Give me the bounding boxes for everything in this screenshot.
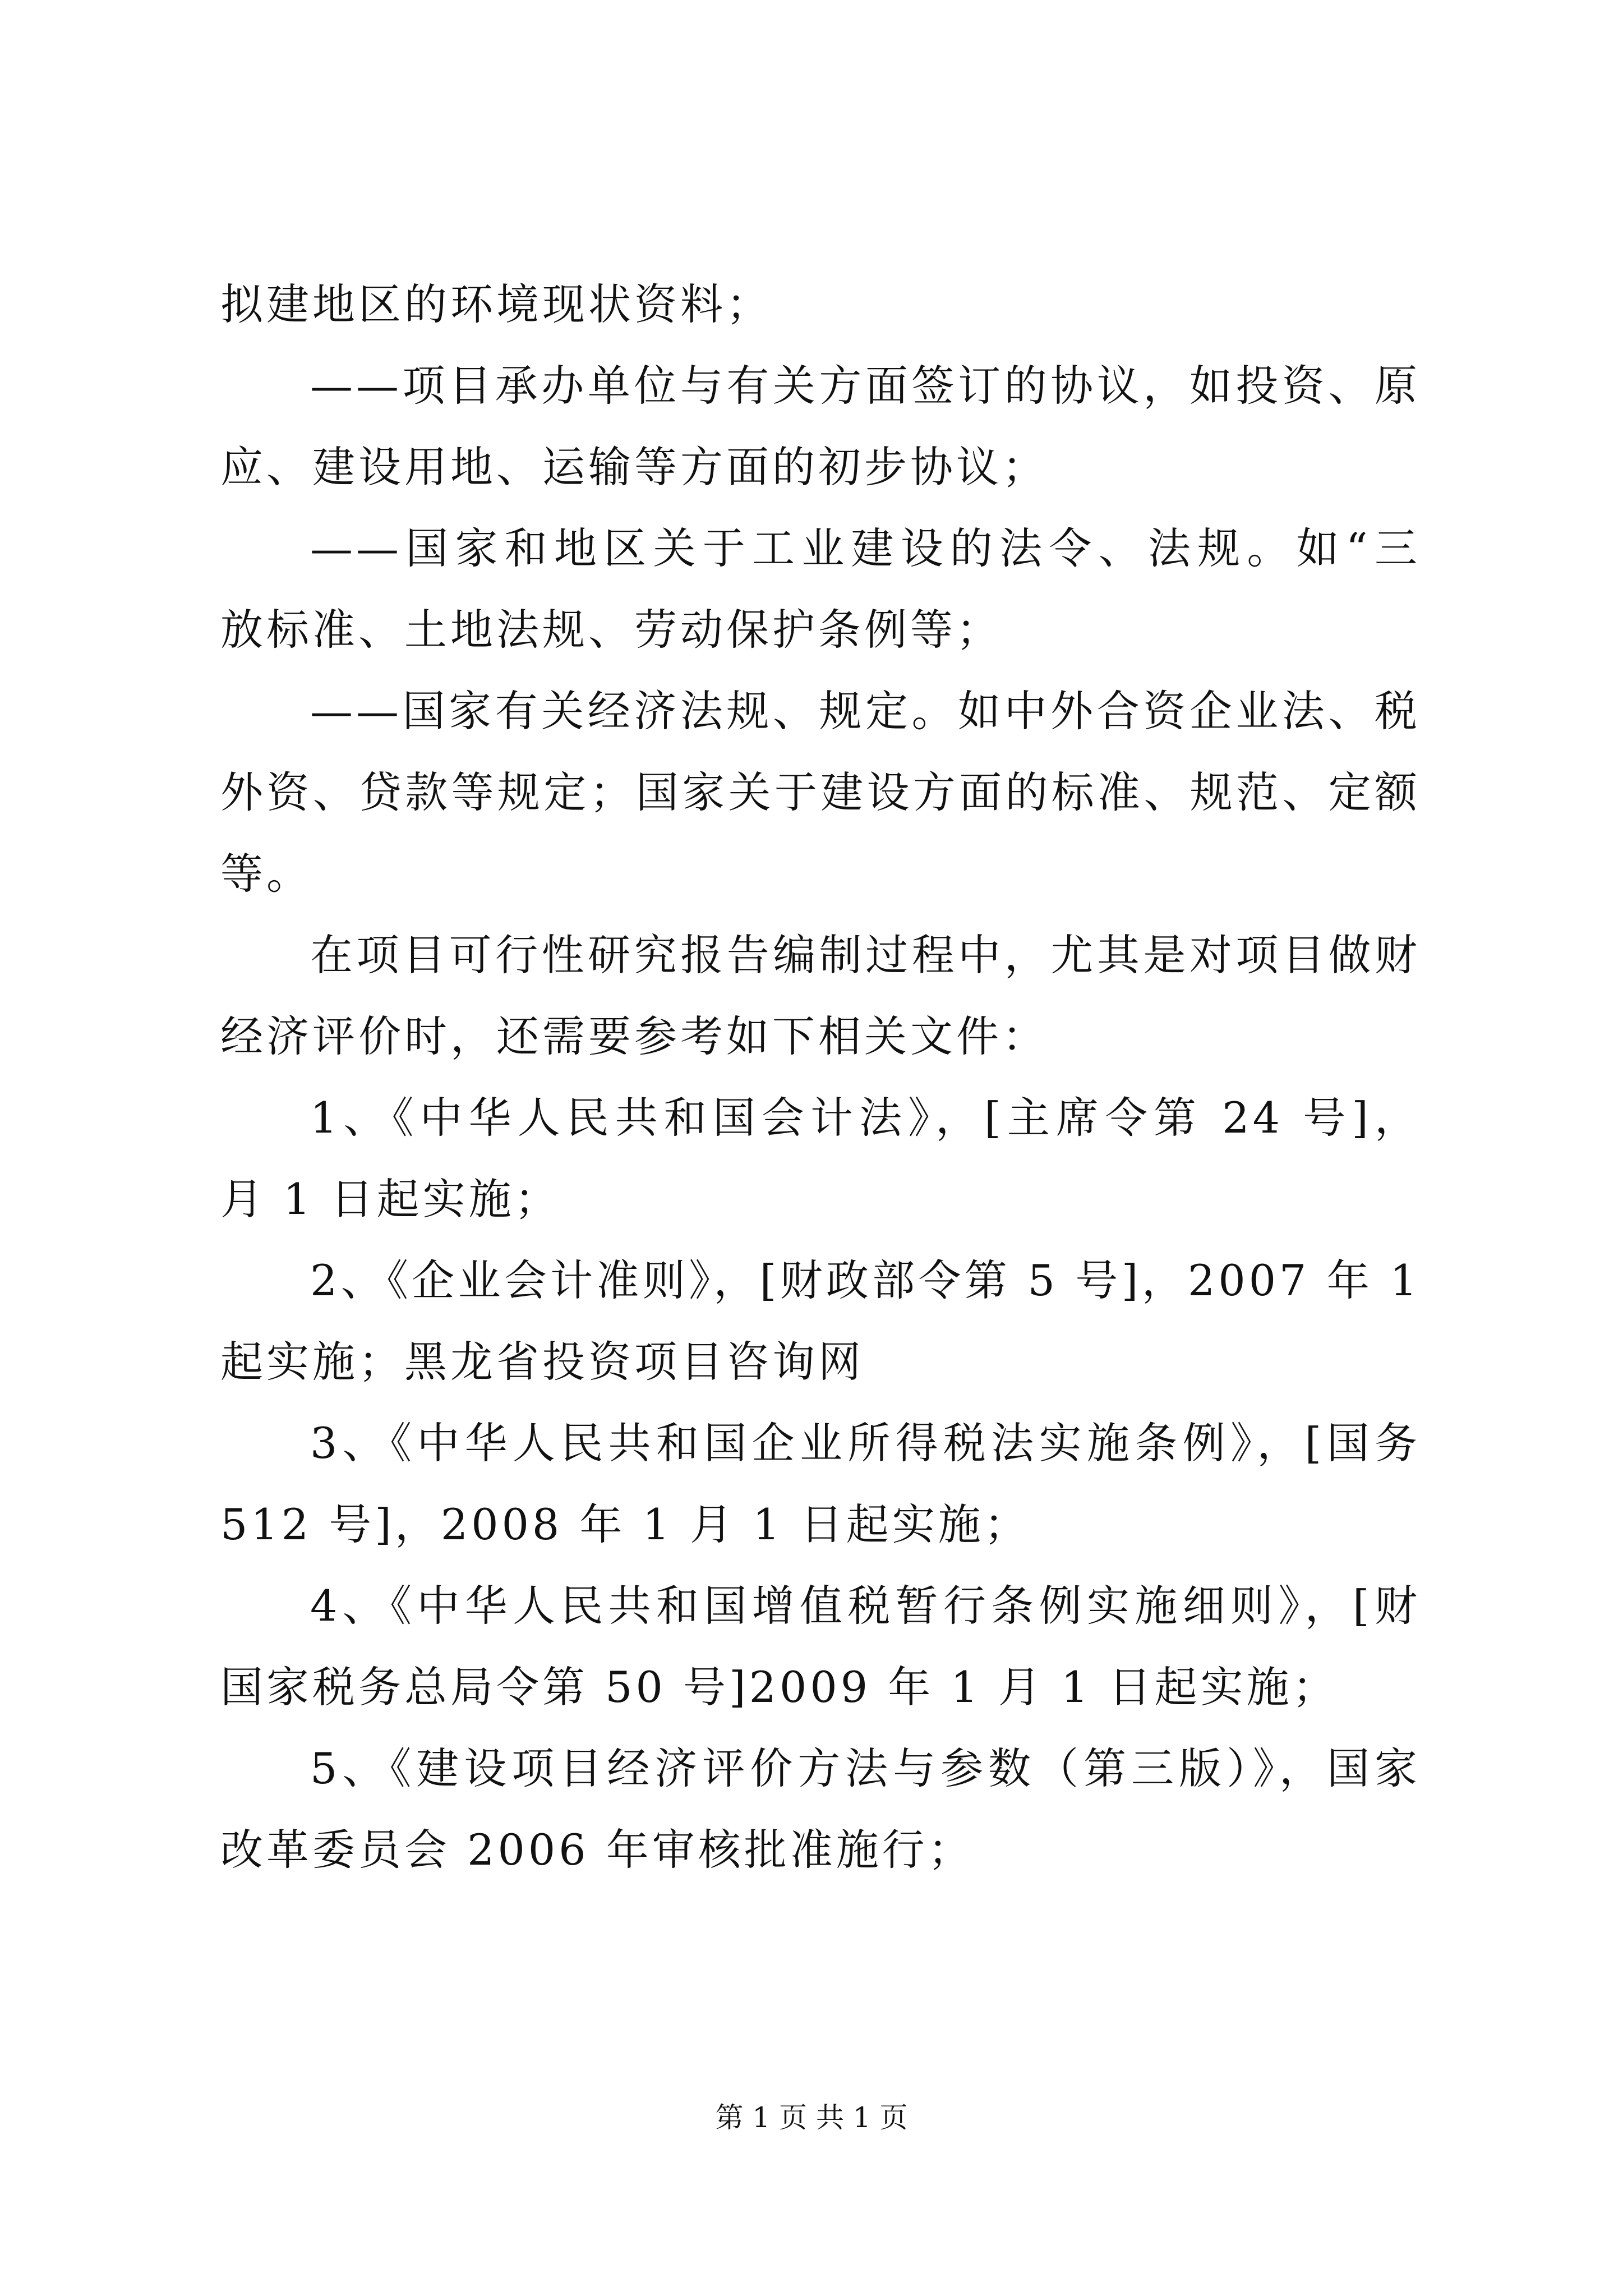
paragraph-line: 拟建地区的环境现状资料； (220, 279, 772, 329)
paragraph-line: 经济评价时，还需要参考如下相关文件： (220, 1011, 1048, 1061)
paragraph-line: ——国家和地区关于工业建设的法令、法规。如“三 (310, 523, 1421, 573)
page-footer: 第 1 页 共 1 页 (715, 2101, 908, 2134)
paragraph-line: ——项目承办单位与有关方面签订的协议，如投资、原 (310, 361, 1421, 411)
paragraph-line: 5、《建设项目经济评价方法与参数（第三版）》，国家 (310, 1743, 1421, 1793)
paragraph-line: 等。 (220, 849, 312, 899)
paragraph-line: 4、《中华人民共和国增值税暂行条例实施细则》，[财 (310, 1581, 1421, 1631)
paragraph-line: 3、《中华人民共和国企业所得税法实施条例》，[国务 (310, 1418, 1421, 1468)
paragraph-line: 起实施；黑龙省投资项目咨询网 (220, 1337, 864, 1387)
paragraph-line: 2、《企业会计准则》，[财政部令第 5 号]，2007 年 1 (310, 1255, 1421, 1305)
document-body (220, 264, 1421, 1890)
paragraph-line: 应、建设用地、运输等方面的初步协议； (220, 442, 1048, 492)
paragraph-line: ——国家有关经济法规、规定。如中外合资企业法、税 (310, 686, 1421, 736)
paragraph-line: 改革委员会 2006 年审核批准施行； (220, 1825, 974, 1875)
paragraph-line: 月 1 日起实施； (220, 1174, 561, 1224)
paragraph-line: 512 号]，2008 年 1 月 1 日起实施； (220, 1499, 1030, 1549)
paragraph-line: 在项目可行性研究报告编制过程中，尤其是对项目做财 (310, 930, 1421, 980)
paragraph-line: 国家税务总局令第 50 号]2009 年 1 月 1 日起实施； (220, 1662, 1339, 1712)
paragraph-line: 1、《中华人民共和国会计法》，[主席令第 24 号]， (310, 1093, 1421, 1143)
paragraph-line: 外资、贷款等规定；国家关于建设方面的标准、规范、定额 (220, 767, 1421, 817)
paragraph-line: 放标准、土地法规、劳动保护条例等； (220, 605, 1002, 655)
